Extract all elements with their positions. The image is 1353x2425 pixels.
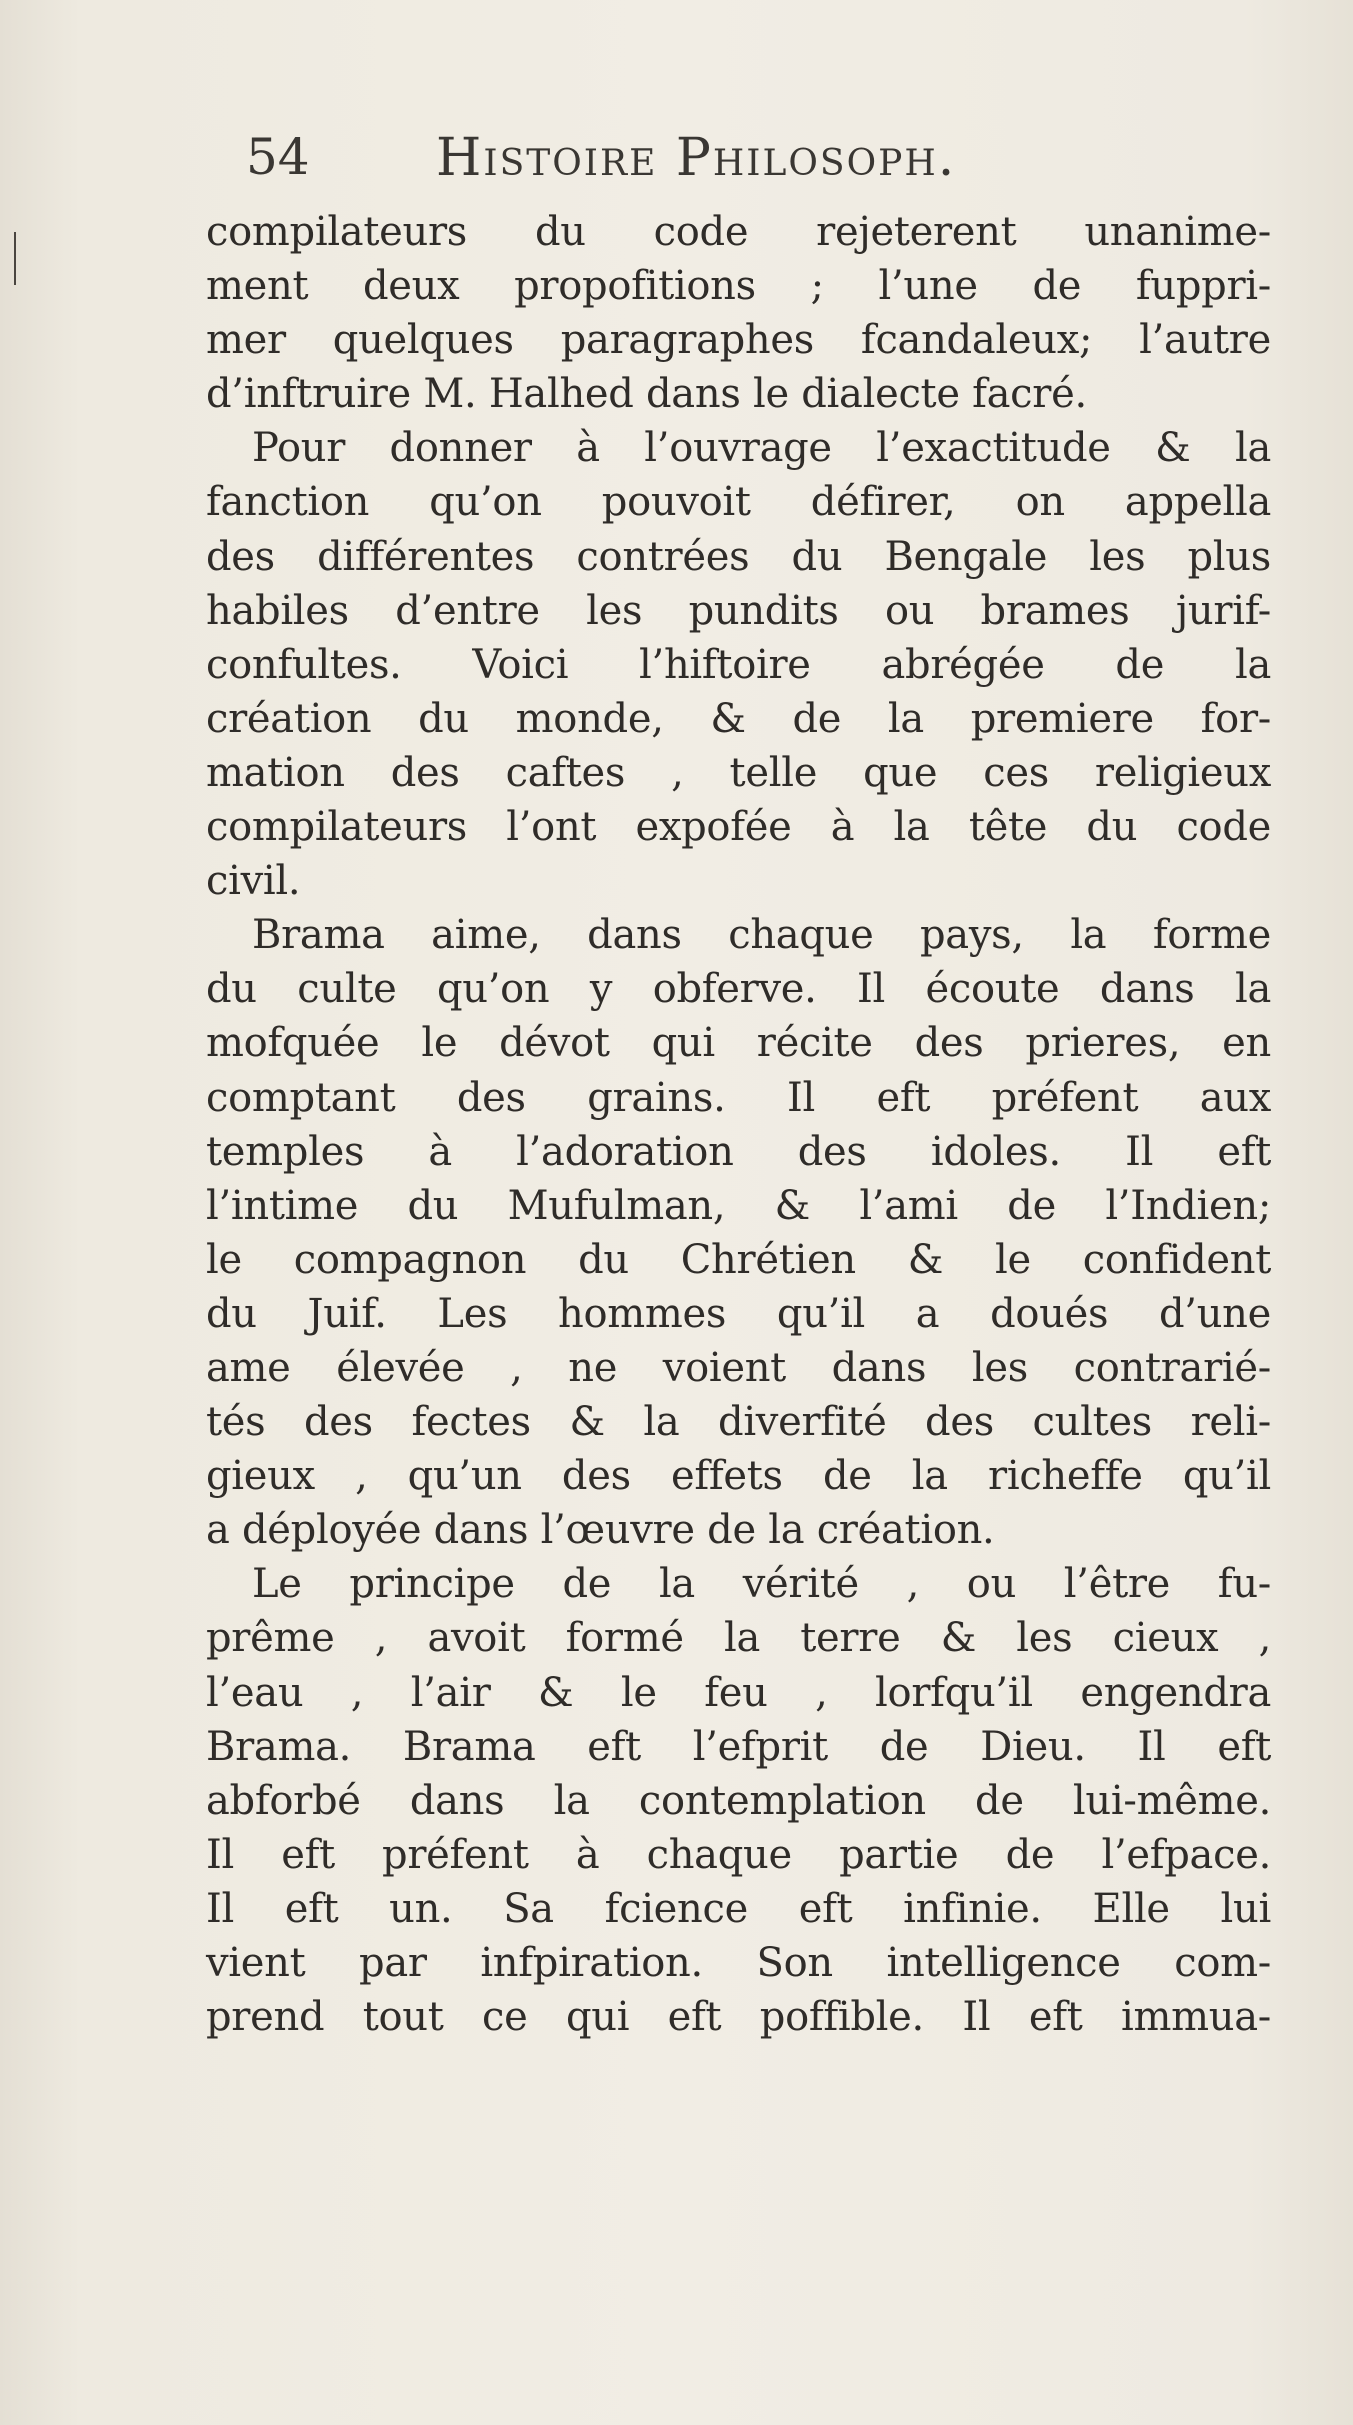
body-text bbox=[206, 205, 1271, 2044]
text-line: l’intime du Mufulman, & l’ami de l’Indien; bbox=[206, 1182, 1271, 1229]
text-line: du culte qu’on y obferve. Il écoute dans la bbox=[206, 966, 1271, 1013]
text-line: mer quelques paragraphes fcandaleux; l’autre bbox=[206, 317, 1271, 364]
text-line: confultes. Voici l’hiftoire abrégée de la bbox=[206, 641, 1271, 688]
page-number: 54 bbox=[246, 128, 310, 186]
text-line: ame élevée , ne voient dans les contrarié- bbox=[206, 1344, 1271, 1391]
text-line: Pour donner à l’ouvrage l’exactitude & la bbox=[252, 425, 1271, 472]
text-line: Il eft préfent à chaque partie de l’efpace. bbox=[206, 1831, 1271, 1878]
text-line: comptant des grains. Il eft préfent aux bbox=[206, 1074, 1271, 1121]
text-line: compilateurs du code rejeterent unanime- bbox=[206, 209, 1271, 255]
text-line: le compagnon du Chrétien & le confident bbox=[206, 1236, 1271, 1283]
text-line: Le principe de la vérité , ou l’être fu- bbox=[252, 1561, 1271, 1608]
text-line: du Juif. Les hommes qu’il a doués d’une bbox=[206, 1290, 1271, 1337]
page-header bbox=[246, 128, 1276, 198]
text-line: mation des caftes , telle que ces religieux bbox=[206, 749, 1271, 796]
text-line: civil. bbox=[206, 858, 301, 905]
text-line: temples à l’adoration des idoles. Il eft bbox=[206, 1128, 1271, 1175]
text-line: vient par infpiration. Son intelligence com- bbox=[206, 1940, 1271, 1986]
text-line: Brama aime, dans chaque pays, la forme bbox=[252, 912, 1271, 959]
running-title: Histoire Philosoph. bbox=[436, 128, 957, 188]
text-line: gieux , qu’un des effets de la richeffe qu’il bbox=[206, 1453, 1271, 1500]
text-line: abforbé dans la contemplation de lui-même. bbox=[206, 1777, 1271, 1824]
text-line: a déployée dans l’œuvre de la création. bbox=[206, 1507, 995, 1554]
text-line: habiles d’entre les pundits ou brames jurif- bbox=[206, 587, 1271, 634]
text-line: Brama. Brama eft l’efprit de Dieu. Il eft bbox=[206, 1723, 1271, 1770]
text-line: prend tout ce qui eft poffible. Il eft immua- bbox=[206, 1994, 1271, 2041]
text-line: compilateurs l’ont expofée à la tête du code bbox=[206, 804, 1271, 851]
text-line: des différentes contrées du Bengale les plus bbox=[206, 533, 1271, 580]
text-line: création du monde, & de la premiere for- bbox=[206, 695, 1271, 742]
binding-mark bbox=[14, 255, 16, 285]
text-line: tés des fectes & la diverfité des cultes reli- bbox=[206, 1399, 1271, 1446]
text-line: prême , avoit formé la terre & les cieux , bbox=[206, 1615, 1271, 1662]
text-line: l’eau , l’air & le feu , lorfqu’il engendra bbox=[206, 1669, 1271, 1716]
text-line: Il eft un. Sa fcience eft infinie. Elle lui bbox=[206, 1885, 1271, 1932]
text-line: d’inftruire M. Halhed dans le dialecte facré. bbox=[206, 371, 1087, 418]
text-line: mofquée le dévot qui récite des prieres, en bbox=[206, 1020, 1271, 1067]
text-line: ment deux propofitions ; l’une de fuppri- bbox=[206, 263, 1271, 310]
text-line: fanction qu’on pouvoit défirer, on appella bbox=[206, 479, 1271, 526]
